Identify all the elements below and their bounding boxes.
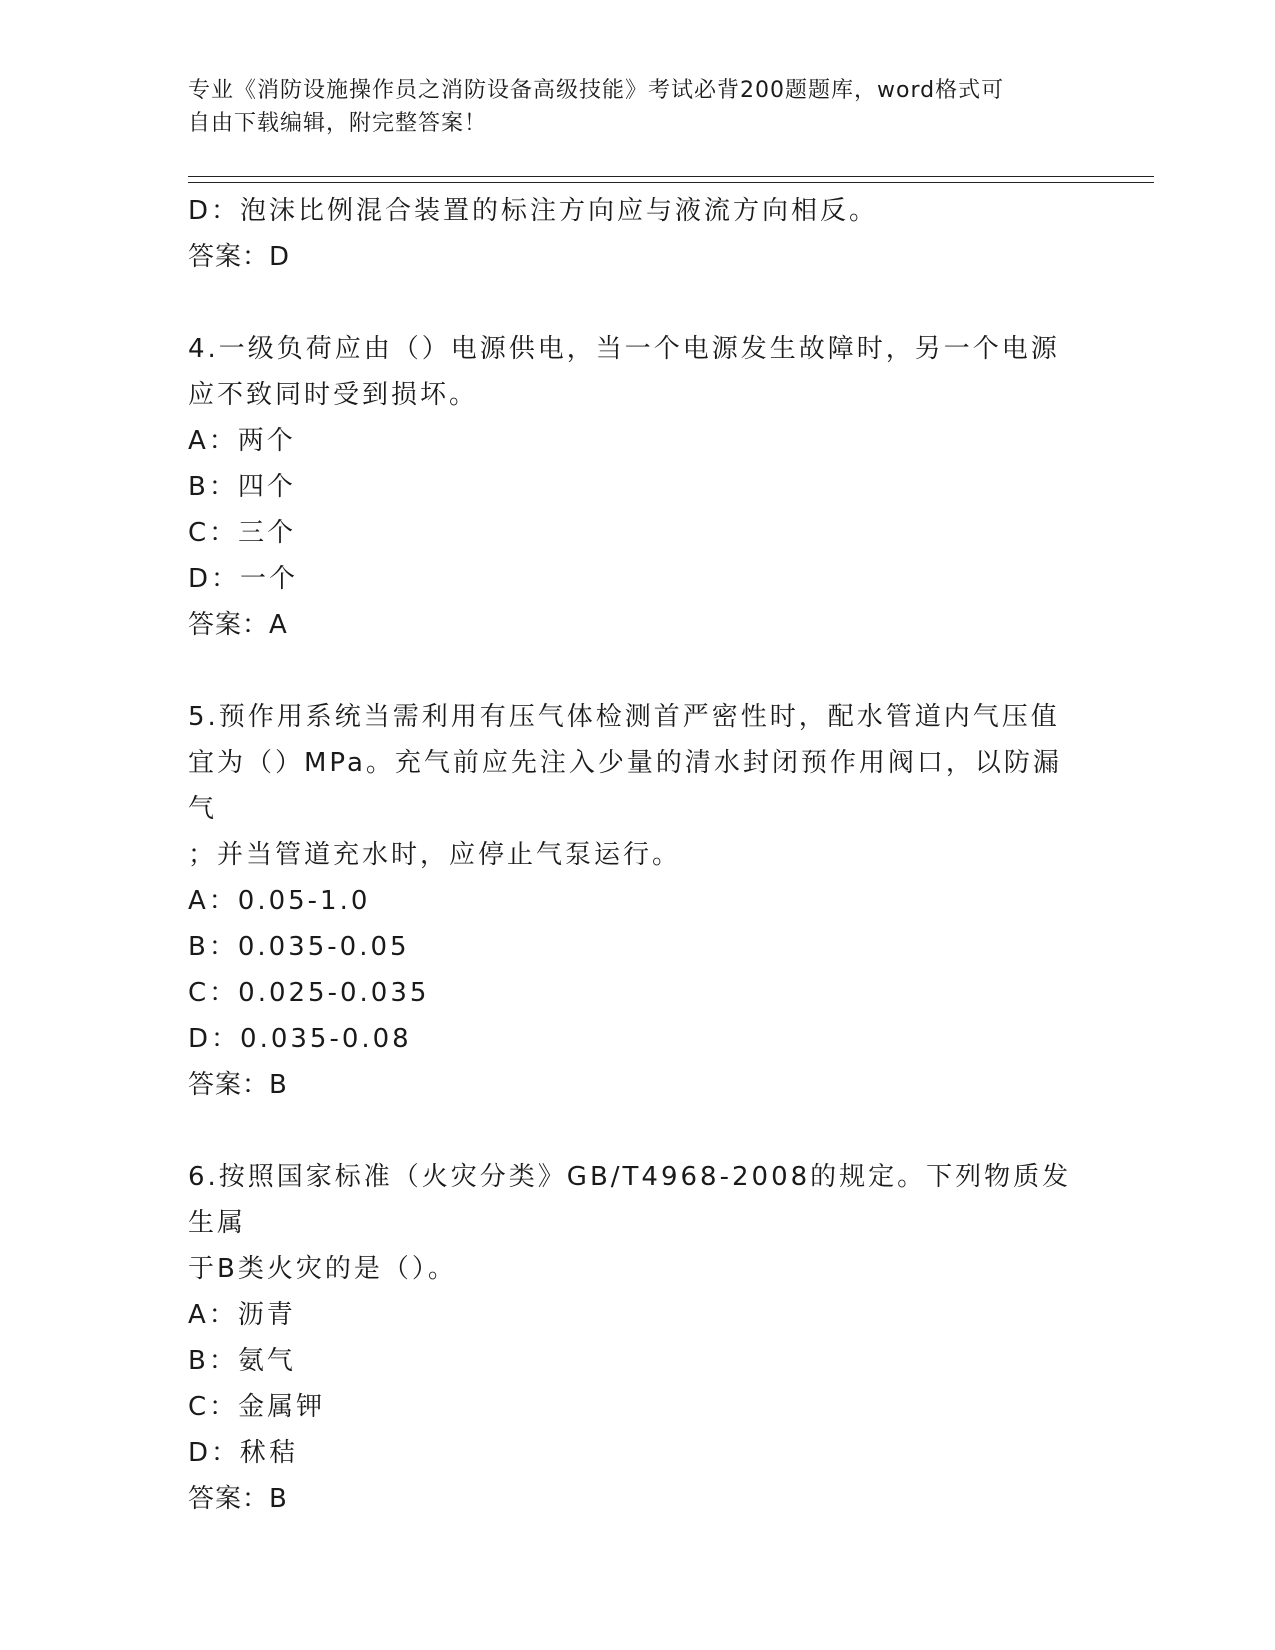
option-d: D：0.035-0.08 bbox=[188, 1024, 412, 1054]
header-line-1: 专业《消防设施操作员之消防设备高级技能》考试必背200题题库，word格式可 bbox=[188, 78, 1005, 103]
question-text-line: 6.按照国家标准（火灾分类》GB/T4968-2008的规定。下列物质发生属 bbox=[188, 1162, 1072, 1238]
option-b: B：氨气 bbox=[188, 1346, 296, 1376]
option-a: A：两个 bbox=[188, 426, 296, 456]
option-b: B：四个 bbox=[188, 472, 296, 502]
question-text-line: 5.预作用系统当需利用有压气体检测首严密性时，配水管道内气压值 bbox=[188, 702, 1060, 732]
question-text-line: 宜为（）MPa。充气前应先注入少量的清水封闭预作用阀口，以防漏气 bbox=[188, 748, 1062, 824]
answer-line: 答案：A bbox=[188, 610, 288, 640]
question-4 bbox=[188, 326, 1088, 648]
question-text-line: 于B类火灾的是（）。 bbox=[188, 1254, 457, 1284]
option-c: C：三个 bbox=[188, 518, 297, 548]
document-body bbox=[188, 188, 1088, 1522]
document-header bbox=[188, 74, 1088, 140]
question-6 bbox=[188, 1154, 1088, 1522]
option-a: A：沥青 bbox=[188, 1300, 296, 1330]
option-b: B：0.035-0.05 bbox=[188, 932, 410, 962]
answer-line: 答案：B bbox=[188, 1484, 288, 1514]
option-d: D：泡沫比例混合装置的标注方向应与液流方向相反。 bbox=[188, 196, 879, 226]
option-c: C：金属钾 bbox=[188, 1392, 326, 1422]
header-line-2: 自由下载编辑，附完整答案！ bbox=[188, 111, 488, 136]
question-text-line: ；并当管道充水时，应停止气泵运行。 bbox=[188, 840, 682, 870]
option-d: D：秫秸 bbox=[188, 1438, 299, 1468]
question-text-line: 4.一级负荷应由（）电源供电，当一个电源发生故障时，另一个电源 bbox=[188, 334, 1060, 364]
option-c: C：0.025-0.035 bbox=[188, 978, 430, 1008]
answer-line: 答案：D bbox=[188, 242, 291, 272]
question-text-line: 应不致同时受到损坏。 bbox=[188, 380, 479, 410]
option-a: A：0.05-1.0 bbox=[188, 886, 371, 916]
previous-question-tail bbox=[188, 188, 1088, 280]
option-d: D：一个 bbox=[188, 564, 299, 594]
question-5 bbox=[188, 694, 1088, 1108]
header-divider bbox=[188, 176, 1154, 183]
answer-line: 答案：B bbox=[188, 1070, 288, 1100]
